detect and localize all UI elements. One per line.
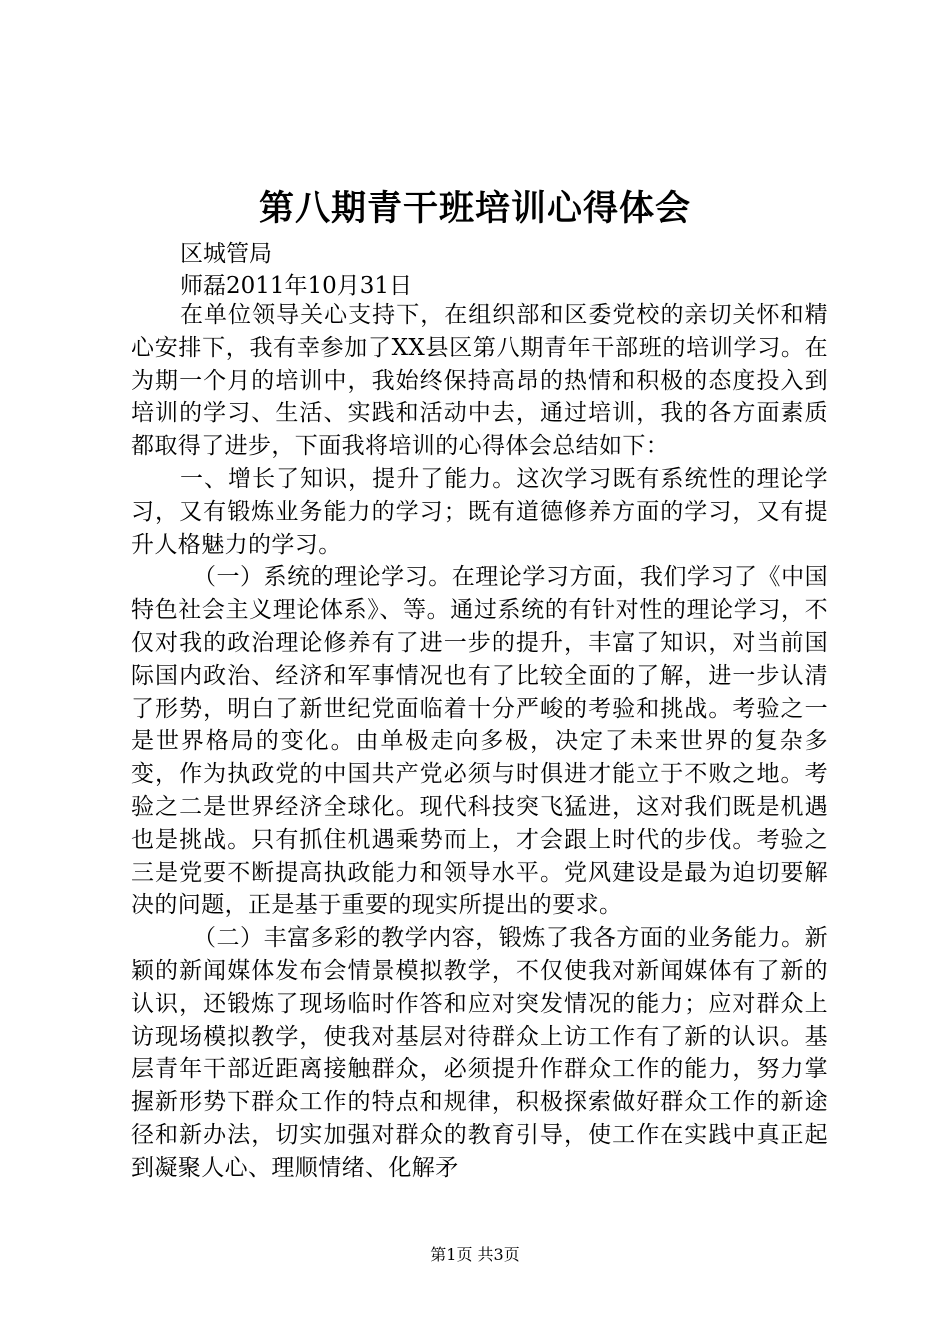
author-date-line: 师磊2011年10月31日 xyxy=(180,273,413,299)
page-number-footer: 第1页 共3页 xyxy=(430,1245,520,1264)
document-title: 第八期青干班培训心得体会 xyxy=(258,188,691,229)
paragraph-intro: 在单位领导关心支持下，在组织部和区委党校的亲切关怀和精心安排下，我有幸参加了XX县区第八期青年干部班的培训学习。在为期一个月的培训中，我始终保持高昂的热情和积极的态度投入到培训的学习、生活、实践和活动中去，通过培训，我的各方面素质都取得了进步，下面我将培训的心得体会总结如下： xyxy=(131,302,828,460)
organization-line: 区城管局 xyxy=(180,241,272,267)
paragraph-subsection-one: （一）系统的理论学习。在理论学习方面，我们学习了《中国特色社会主义理论体系》、等。通过系统的有针对性的理论学习，不仅对我的政治理论修养有了进一步的提升，丰富了知识，对当前国际国内政治、经济和军事情况也有了比较全面的了解，进一步认清了形势，明白了新世纪党面临着十分严峻的考验和挑战。考验之一是世界格局的变化。由单极走向多极，决定了未来世界的复杂多变，作为执政党的中国共产党必须与时俱进才能立于不败之地。考验之二是世界经济全球化。现代科技突飞猛进，这对我们既是机遇也是挑战。只有抓住机遇乘势而上，才会跟上时代的步伐。考验之三是党要不断提高执政能力和领导水平。党风建设是最为迫切要解决的问题，正是基于重要的现实所提出的要求。 xyxy=(131,564,828,919)
paragraph-section-one: 一、增长了知识，提升了能力。这次学习既有系统性的理论学习，又有锻炼业务能力的学习；既有道德修养方面的学习，又有提升人格魅力的学习。 xyxy=(131,465,828,558)
document-body xyxy=(131,299,828,1185)
paragraph-subsection-two: （二）丰富多彩的教学内容，锻炼了我各方面的业务能力。新颖的新闻媒体发布会情景模拟教学，不仅使我对新闻媒体有了新的认识，还锻炼了现场临时作答和应对突发情况的能力；应对群众上访现场模拟教学，使我对基层对待群众上访工作有了新的认识。基层青年干部近距离接触群众，必须提升作群众工作的能力，努力掌握新形势下群众工作的特点和规律，积极探索做好群众工作的新途径和新办法，切实加强对群众的教育引导，使工作在实践中真正起到凝聚人心、理顺情绪、化解矛 xyxy=(131,925,828,1181)
